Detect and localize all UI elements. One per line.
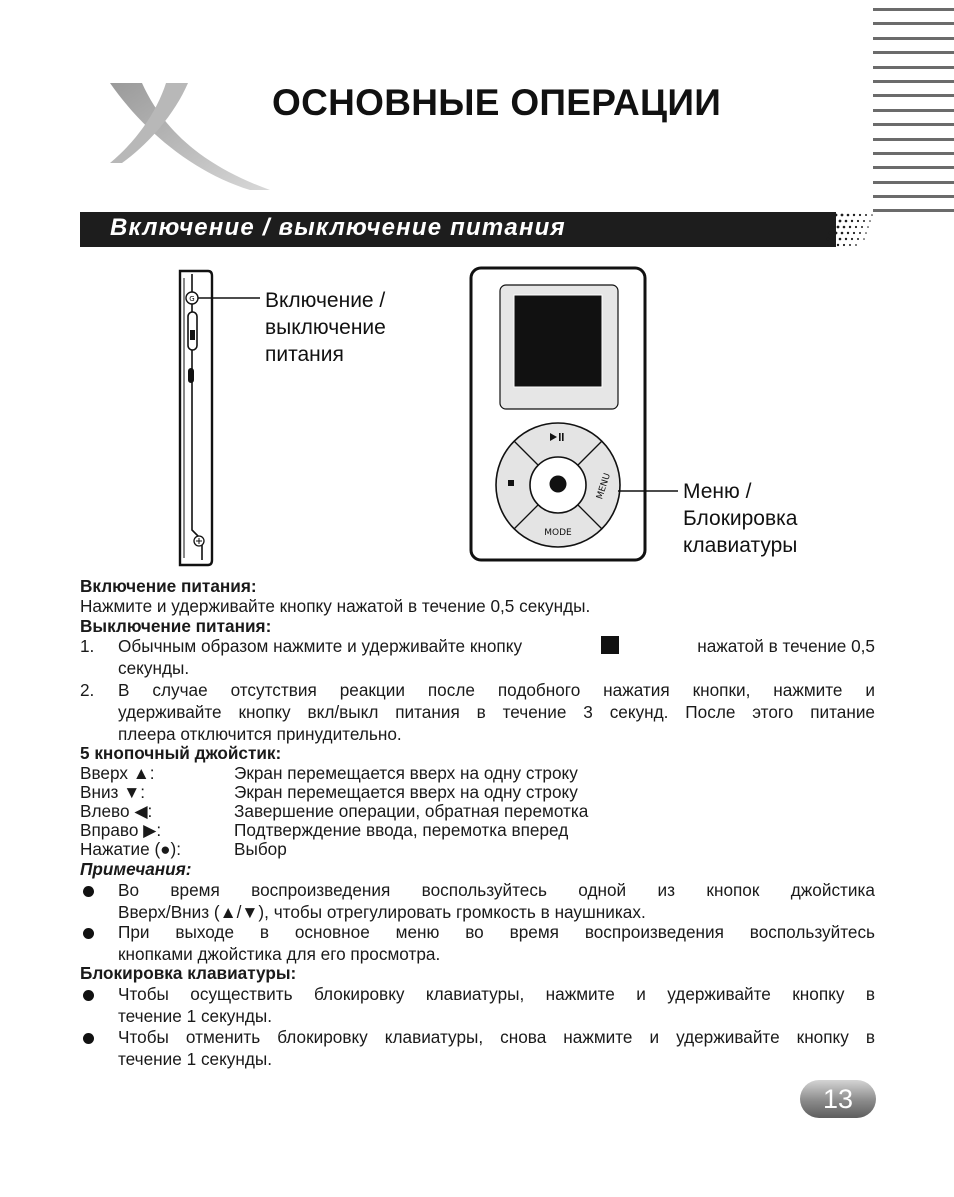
instructions-body (80, 576, 875, 1076)
notes-heading: Примечания: (80, 859, 192, 879)
screen (514, 295, 602, 387)
lock-item-2-cont: течение 1 секунды. (118, 1049, 273, 1069)
note-item-1-cont: Вверх/Вниз (▲/▼), чтобы отрегулировать громкость в наушниках. (118, 902, 646, 922)
stop-icon (508, 480, 514, 486)
usb-port-icon (188, 368, 194, 383)
power-off-heading: Выключение питания: (80, 616, 272, 636)
wheel-mode-label: MODE (544, 528, 572, 538)
halftone-dots (826, 212, 878, 247)
menu-callout-line-3: клавиатуры (683, 534, 798, 557)
joystick-row: Вниз ▼: Экран перемещается вверх на одну строку (80, 782, 578, 802)
section-title: Включение / выключение питания (110, 214, 566, 241)
lock-heading: Блокировка клавиатуры: (80, 963, 297, 983)
lock-item-2: Чтобы отменить блокировку клавиатуры, снова нажмите и удерживайте кнопку в (80, 1027, 875, 1048)
player-side-view (170, 268, 260, 568)
wheel-menu-label: MENU (595, 472, 613, 501)
note-item-2: При выходе в основное меню во время воспроизведения воспользуйтесь (80, 922, 875, 943)
bullet-icon (83, 1033, 94, 1044)
power-on-heading: Включение питания: (80, 576, 257, 596)
note-item-2-cont: кнопками джойстика для его просмотра. (118, 944, 441, 964)
power-off-item-2-line3: плеера отключится принудительно. (118, 724, 402, 744)
power-off-item-1-cont: секунды. (118, 658, 190, 678)
power-callout-line-3: питания (265, 343, 344, 366)
page-number-badge: 13 (800, 1080, 876, 1118)
joystick-row: Влево ◀: Завершение операции, обратная перемотка (80, 801, 589, 821)
bullet-icon (83, 928, 94, 939)
page-title: ОСНОВНЫЕ ОПЕРАЦИИ (272, 82, 722, 123)
joystick-row: Нажатие (●): Выбор (80, 839, 287, 859)
joystick-heading: 5 кнопочный джойстик: (80, 743, 282, 763)
menu-callout-line-2: Блокировка (683, 507, 798, 530)
stop-button-square-icon (601, 636, 619, 654)
decorative-stripes (873, 8, 954, 224)
center-button (550, 476, 567, 493)
bullet-icon (83, 990, 94, 1001)
brand-x-logo (100, 78, 280, 193)
bullet-icon (83, 886, 94, 897)
svg-text:G: G (189, 295, 195, 303)
power-callout-line-2: выключение (265, 316, 386, 339)
power-callout-line-1: Включение / (265, 289, 386, 312)
joystick-row: Вправо ▶: Подтверждение ввода, перемотка вперед (80, 820, 569, 840)
lock-item-1: Чтобы осуществить блокировку клавиатуры, нажмите и удерживайте кнопку в (80, 984, 875, 1005)
menu-callout-line-1: Меню / (683, 480, 752, 503)
power-off-item-2-line2: удерживайте кнопку вкл/выкл питания в течение 3 секунд. После этого питание (118, 702, 875, 722)
power-off-item-1: 1. Обычным образом нажмите и удерживайте кнопку нажатой в течение 0,5 (80, 636, 875, 656)
power-off-item-2: 2. В случае отсутствия реакции после подобного нажатия кнопки, нажмите и (80, 680, 875, 700)
lock-item-1-cont: течение 1 секунды. (118, 1006, 273, 1026)
player-front-view (468, 265, 683, 565)
power-on-text: Нажмите и удерживайте кнопку нажатой в течение 0,5 секунды. (80, 596, 591, 616)
note-item-1: Во время воспроизведения воспользуйтесь одной из кнопок джойстика (80, 880, 875, 901)
joystick-row: Вверх ▲: Экран перемещается вверх на одну строку (80, 763, 578, 783)
